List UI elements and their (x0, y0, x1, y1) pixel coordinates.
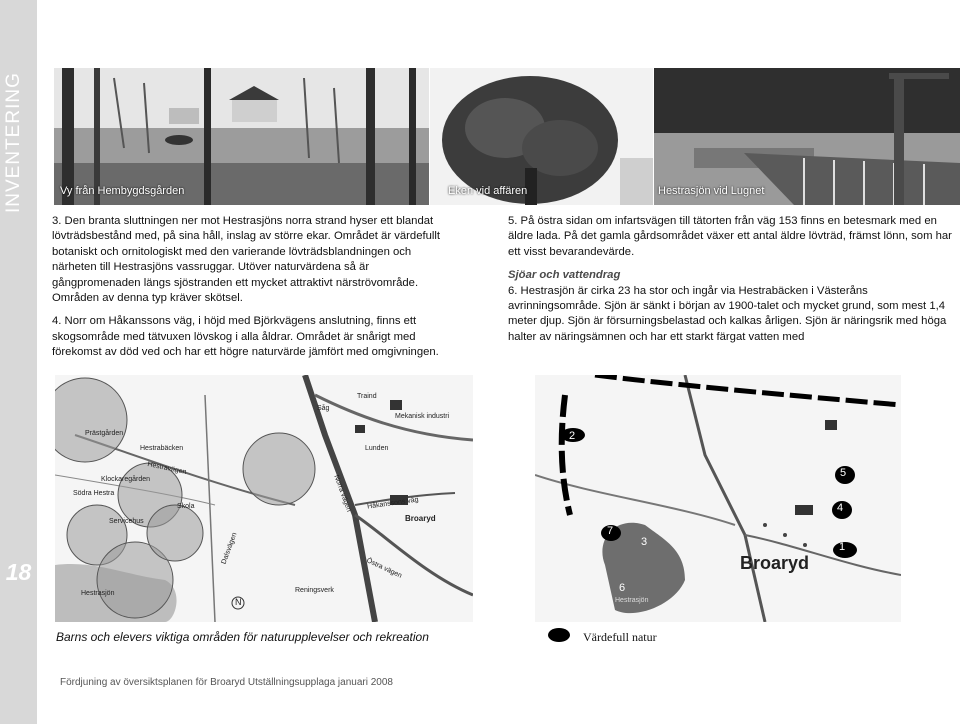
section-heading: Sjöar och vattendrag (508, 269, 621, 282)
sidebar (0, 0, 37, 724)
map-label-hestravagen: Hestravägen (146, 460, 187, 477)
photo-caption-3: Hestrasjön vid Lugnet (658, 185, 765, 197)
area-number-2: 2 (569, 430, 576, 442)
area-number-6: 6 (619, 582, 626, 594)
left-map (55, 375, 473, 622)
north-arrow-icon: N (235, 597, 242, 607)
map-label-traind: Traind (357, 393, 377, 400)
map-label-mekanisk-industri: Mekanisk industri (395, 413, 450, 420)
footer: Fördjuning av översiktsplanen för Broaryd Utställningsupplaga januari 2008 (60, 677, 393, 688)
map-label-norra-vagen: Norra vägen (332, 474, 353, 513)
map-label-ostra-vagen: Östra vägen (365, 557, 403, 580)
map-label-hestrasjon-right: Hestrasjön (615, 597, 649, 604)
paragraph-6: 6. Hestrasjön är cirka 23 ha stor och ingår via Hestrabäcken i Västeråns avrinningsområde. Sjön är sänkt i början av 1900-talet och mycket grund, som mest 1,4 meter djup. Sjön är försurningsbelastad och kalkas årligen. Sjön är näringsrik med höga halter av näringsämnen och har ett starkt färgat vatten med (508, 284, 947, 343)
photo-caption-2: Eken vid affären (448, 185, 528, 197)
area-number-3: 3 (641, 536, 648, 548)
photo-hembygdsgarden (54, 68, 429, 205)
photo-eken (430, 68, 653, 205)
map-label-prastgarden: Prästgården (85, 430, 124, 437)
map-label-sodra-hestra: Södra Hestra (73, 490, 115, 497)
area-number-7: 7 (607, 525, 614, 537)
paragraph-4: 4. Norr om Håkanssons väg, i höjd med Björkvägens anslutning, finns ett skogsområde med tätvuxen lövskog i alla åldrar. Området är snårigt med förekomst av död ved och har ett högre naturvärde jämfört med omgivningen. (52, 315, 439, 359)
paragraph-5: 5. På östra sidan om infartsvägen till tätorten från väg 153 finns en betesmark med en äldre lada. På det gamla gårdsområdet växer ett antal äldre lövträd, främst lönn, som har ett visst bevarandevärde. (508, 215, 952, 258)
right-map (535, 375, 901, 622)
map-label-hestrabacken: Hestrabäcken (140, 445, 184, 452)
map-label-hestrasjon: Hestrasjön (81, 590, 115, 597)
paragraph-3: 3. Den branta sluttningen ner mot Hestrasjöns norra strand hyser ett blandat lövträdsbestånd med, på sina håll, inslag av större ekar. Området är värdefullt botaniskt och ornitologiskt med den varierande lövträdsblandningen och närheten till Hestrasjöns vassruggar. Utöver naturvärdena så är gångpromenaden längs sjöstranden ett mycket attraktivt närströvområde. Områden av denna typ kräver skötsel. (52, 215, 441, 305)
section-title: INVENTERING (3, 72, 24, 214)
map-label-skola: Skola (177, 503, 195, 510)
map-label-lunden: Lunden (365, 445, 389, 452)
map-label-sag: Såg (317, 405, 330, 412)
legend-swatch-icon (548, 628, 570, 642)
map-label-dalsvagen: Dalsvägen (220, 531, 239, 566)
legend-left: Barns och elevers viktiga områden för naturupplevelser och rekreation (56, 630, 429, 644)
photo-hestrasjon (654, 68, 960, 205)
photo-caption-1: Vy från Hembygdsgården (60, 185, 185, 197)
area-number-1: 1 (839, 541, 846, 553)
map-label-reningsverk: Reningsverk (295, 587, 334, 594)
right-text-column (508, 214, 956, 353)
left-text-column (52, 214, 452, 369)
legend-right: Värdefull natur (583, 630, 657, 644)
map-label-klockaregarden: Klockaregården (101, 476, 151, 483)
map-label-servicehus: Servicehus (109, 518, 144, 525)
page-number: 18 (5, 559, 32, 585)
map-label-broaryd-large: Broaryd (740, 553, 810, 573)
map-label-broaryd: Broaryd (405, 514, 436, 523)
area-number-5: 5 (840, 467, 847, 479)
map-label-hakanssons-vag: Håkanssons väg (366, 496, 420, 511)
area-number-4: 4 (837, 502, 844, 514)
